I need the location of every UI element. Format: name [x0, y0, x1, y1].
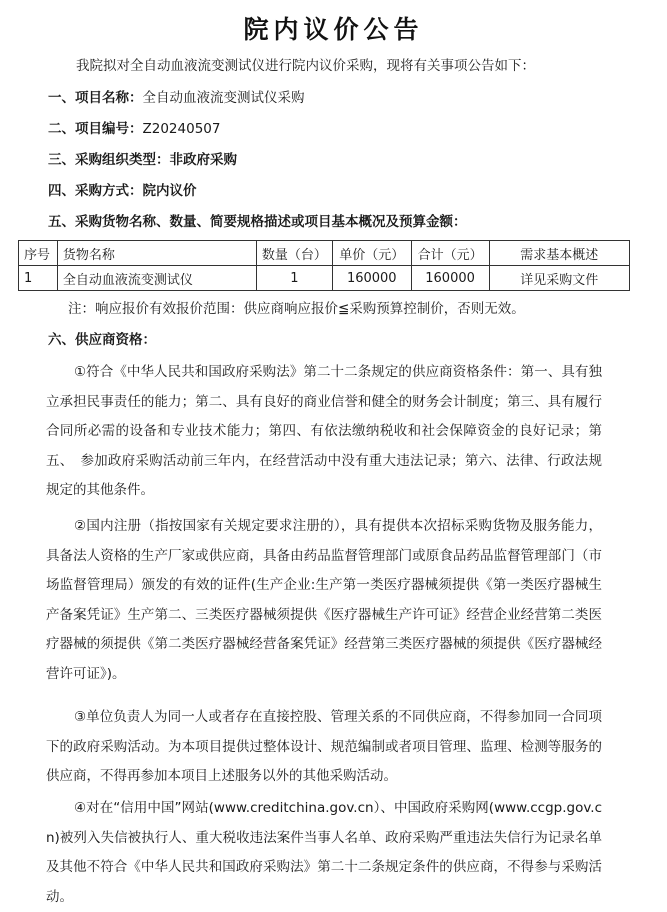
section-label: 三、采购组织类型：: [48, 152, 170, 168]
table-cell: 1: [19, 266, 58, 291]
page-title: 院内议价公告: [243, 15, 424, 44]
qualification-paragraph-2: ②国内注册（指按国家有关规定要求注册的），具有提供本次招标采购货物及服务能力，具备法人资格的生产厂家或供应商，具备由药品监督管理部门或原食品药品监督管理部门（市场监督管理局）颁发的有效的证件(生产企业:生产第一类医疗器械须提供《第一类医疗器械生产备案凭证》生产第二、三类医疗器械须提供《医疗器械生产许可证》经营企业经营第二类医疗器械的须提供《第二类医疗器械经营备案凭证》经营第三类医疗器械的须提供《医疗器械经营许可证》)。: [46, 518, 602, 682]
table-cell: 全自动血液流变测试仪: [57, 266, 256, 291]
table-header-cell: 合计（元）: [411, 241, 489, 266]
qualification-paragraph-1: ①符合《中华人民共和国政府采购法》第二十二条规定的供应商资格条件：第一、具有独立承担民事责任的能力；第二、具有良好的商业信誉和健全的财务会计制度；第三、具有履行合同所必需的设备和专业技术能力；第四、有依法缴纳税收和社会保障资金的良好记录；第五、 参加政府采购活动前三年内，在经营活动中没有重大违法记录；第六、法律、行政法规规定的其他条件。: [46, 364, 602, 499]
table-cell: 1: [256, 266, 332, 291]
project-name-value: 全自动血液流变测试仪采购: [142, 90, 305, 106]
table-header-cell: 单价（元）: [332, 241, 411, 266]
section-supplier-qualification: 六、供应商资格：: [48, 332, 156, 348]
organization-type-value: 非政府采购: [169, 152, 237, 168]
table-header-row: [19, 241, 630, 266]
table-header-cell: 序号: [19, 241, 58, 266]
price-note: 注：响应报价有效报价范围：供应商响应报价≦采购预算控制价，否则无效。: [68, 301, 525, 317]
intro-text: 我院拟对全自动血液流变测试仪进行院内议价采购，现将有关事项公告如下：: [76, 58, 535, 74]
qualification-paragraph-4: ④对在“信用中国”网站(www.creditchina.gov.cn）、中国政府采购网(www.ccgp.gov.cn)被列入失信被执行人、重大税收违法案件当事人名单、政府采购严重违法失信行为记录名单及其他不符合《中华人民共和国政府采购法》第二十二条规定条件的供应商，不得参与采购活动。: [46, 800, 602, 905]
table-row: [19, 266, 630, 291]
qualification-paragraph-3: ③单位负责人为同一人或者存在直接控股、管理关系的不同供应商，不得参加同一合同项下的政府采购活动。为本项目提供过整体设计、规范编制或者项目管理、监理、检测等服务的供应商，不得再参加本项目上述服务以外的其他采购活动。: [46, 709, 602, 785]
table-cell: 详见采购文件: [489, 266, 629, 291]
section-project-name: [48, 88, 648, 108]
section-label: 一、项目名称：: [48, 90, 143, 106]
project-number-value: Z20240507: [142, 121, 221, 137]
table-cell: 160000: [332, 266, 411, 291]
section-organization-type: [48, 150, 648, 170]
section-label: 四、采购方式：: [48, 183, 143, 199]
procurement-method-value: 院内议价: [142, 183, 197, 199]
table-header-cell: 数量（台）: [256, 241, 332, 266]
section-goods-budget: 五、采购货物名称、数量、简要规格描述或项目基本概况及预算金额：: [48, 214, 467, 230]
section-label: 二、项目编号：: [48, 121, 143, 137]
table-header-cell: 需求基本概述: [489, 241, 629, 266]
section-procurement-method: [48, 181, 648, 201]
goods-table: [18, 240, 630, 291]
table-header-cell: 货物名称: [57, 241, 256, 266]
section-project-number: [48, 119, 648, 139]
table-cell: 160000: [411, 266, 489, 291]
